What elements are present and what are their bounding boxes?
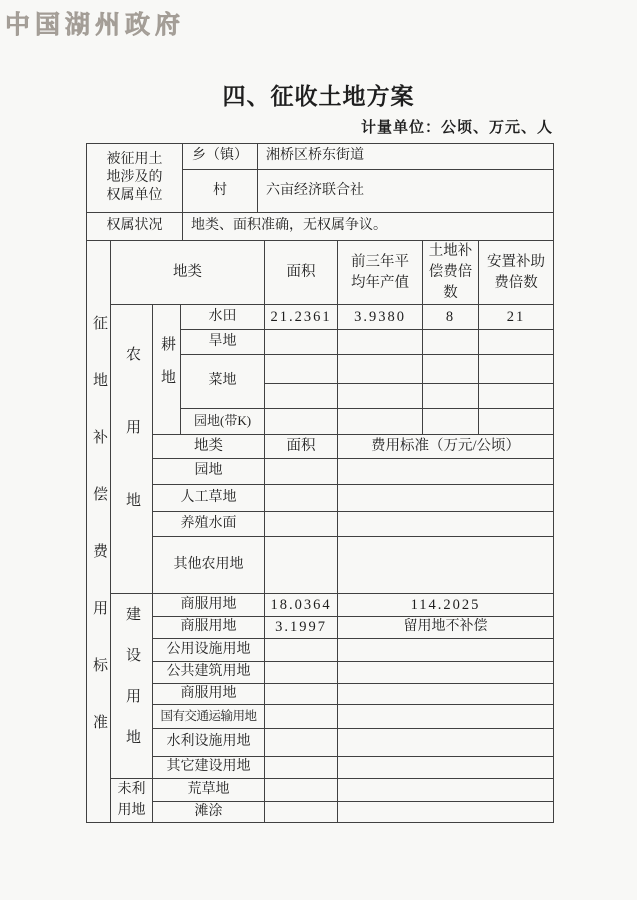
commercial-3-area — [265, 684, 338, 705]
water-conservancy-name: 水利设施用地 — [153, 729, 265, 757]
row-commercial-3 — [87, 684, 554, 705]
side-label-cell — [87, 241, 111, 823]
subheader-land-type: 地类 — [153, 435, 265, 459]
ownership-status-label: 权属状况 — [87, 213, 183, 241]
row-public-building — [87, 662, 554, 684]
water-conservancy-area — [265, 729, 338, 757]
artificial-grass-name: 人工草地 — [153, 485, 265, 512]
vegetable-area-1 — [265, 355, 338, 384]
vegetable-resettle-mult-1 — [479, 355, 554, 384]
commercial-3-name: 商服用地 — [153, 684, 265, 705]
header-land-multiplier: 土地补偿费倍数 — [423, 241, 479, 305]
ownership-group-label: 被征用土地涉及的权属单位 — [87, 144, 183, 213]
construction-label: 建设用地 — [124, 605, 140, 770]
garden-k-area — [265, 409, 338, 435]
garden-k-resettle-mult — [479, 409, 554, 435]
paddy-area: 21.2361 — [265, 305, 338, 330]
other-agricultural-area — [265, 537, 338, 594]
unused-label: 未利用地 — [117, 782, 146, 818]
tidal-flat-area — [265, 802, 338, 823]
wild-grass-name: 荒草地 — [153, 779, 265, 802]
vegetable-land-mult-1 — [423, 355, 479, 384]
commercial-2-fee: 留用地不补偿 — [338, 617, 554, 639]
township-label: 乡（镇） — [183, 144, 258, 170]
cultivated-label: 耕地 — [159, 336, 175, 403]
agricultural-label: 农用地 — [124, 346, 140, 566]
other-construction-fee — [338, 757, 554, 779]
dry-area — [265, 330, 338, 355]
garden-k-land-mult — [423, 409, 479, 435]
commercial-1-name: 商服用地 — [153, 594, 265, 617]
dry-name: 旱地 — [181, 330, 265, 355]
vegetable-area-2 — [265, 384, 338, 409]
header-avg-output: 前三年平均年产值 — [338, 241, 423, 305]
commercial-1-area: 18.0364 — [265, 594, 338, 617]
construction-label-cell — [111, 594, 153, 779]
commercial-2-area: 3.1997 — [265, 617, 338, 639]
paddy-resettle-mult: 21 — [479, 305, 554, 330]
dry-land-mult — [423, 330, 479, 355]
row-aquaculture — [87, 512, 554, 537]
paddy-land-mult: 8 — [423, 305, 479, 330]
other-construction-name: 其它建设用地 — [153, 757, 265, 779]
public-facility-name: 公用设施用地 — [153, 639, 265, 662]
row-garden — [87, 459, 554, 485]
vegetable-name: 菜地 — [181, 355, 265, 409]
row-public-facility — [87, 639, 554, 662]
ownership-status-value: 地类、面积准确，无权属争议。 — [183, 213, 554, 241]
side-label: 征地补偿费用标准 — [91, 315, 107, 772]
page-title: 四、征收土地方案 — [222, 84, 415, 109]
header-resettlement-multiplier: 安置补助费倍数 — [479, 241, 554, 305]
state-transport-fee — [338, 705, 554, 729]
public-building-area — [265, 662, 338, 684]
paddy-output: 3.9380 — [338, 305, 423, 330]
vegetable-output-1 — [338, 355, 423, 384]
tidal-flat-name: 滩涂 — [153, 802, 265, 823]
other-agricultural-fee — [338, 537, 554, 594]
village-value: 六亩经济联合社 — [258, 170, 554, 213]
state-transport-name: 国有交通运输用地 — [153, 705, 265, 729]
garden-fee — [338, 459, 554, 485]
wild-grass-area — [265, 779, 338, 802]
state-transport-area — [265, 705, 338, 729]
aquaculture-name: 养殖水面 — [153, 512, 265, 537]
paddy-name: 水田 — [181, 305, 265, 330]
garden-area — [265, 459, 338, 485]
dry-output — [338, 330, 423, 355]
commercial-2-name: 商服用地 — [153, 617, 265, 639]
row-state-transport — [87, 705, 554, 729]
row-other-agricultural — [87, 537, 554, 594]
public-facility-area — [265, 639, 338, 662]
aquaculture-fee — [338, 512, 554, 537]
ownership-table — [86, 143, 554, 241]
compensation-table — [86, 240, 554, 823]
row-water-conservancy — [87, 729, 554, 757]
row-tidal-flat — [87, 802, 554, 823]
garden-k-output — [338, 409, 423, 435]
vegetable-output-2 — [338, 384, 423, 409]
other-construction-area — [265, 757, 338, 779]
village-label: 村 — [183, 170, 258, 213]
township-value: 湘桥区桥东街道 — [258, 144, 554, 170]
garden-k-name: 园地(带K) — [181, 409, 265, 435]
row-fee-subheader — [87, 435, 554, 459]
vegetable-resettle-mult-2 — [479, 384, 554, 409]
aquaculture-area — [265, 512, 338, 537]
public-facility-fee — [338, 639, 554, 662]
government-watermark: 中国湖州政府 — [5, 12, 186, 39]
other-agricultural-name: 其他农用地 — [153, 537, 265, 594]
unused-label-cell — [111, 779, 153, 823]
cultivated-label-cell — [153, 305, 181, 435]
header-area: 面积 — [265, 241, 338, 305]
water-conservancy-fee — [338, 729, 554, 757]
row-paddy — [87, 305, 554, 330]
artificial-grass-fee — [338, 485, 554, 512]
subheader-fee-standard: 费用标准（万元/公顷） — [338, 435, 554, 459]
commercial-3-fee — [338, 684, 554, 705]
public-building-fee — [338, 662, 554, 684]
public-building-name: 公共建筑用地 — [153, 662, 265, 684]
garden-name: 园地 — [153, 459, 265, 485]
subheader-area: 面积 — [265, 435, 338, 459]
header-land-type: 地类 — [111, 241, 265, 305]
tidal-flat-fee — [338, 802, 554, 823]
row-wild-grass — [87, 779, 554, 802]
row-commercial-2 — [87, 617, 554, 639]
agricultural-label-cell — [111, 305, 153, 594]
measure-unit-note: 计量单位：公顷、万元、人 — [360, 120, 553, 136]
dry-resettle-mult — [479, 330, 554, 355]
row-commercial-1 — [87, 594, 554, 617]
row-other-construction — [87, 757, 554, 779]
row-artificial-grass — [87, 485, 554, 512]
commercial-1-fee: 114.2025 — [338, 594, 554, 617]
wild-grass-fee — [338, 779, 554, 802]
artificial-grass-area — [265, 485, 338, 512]
vegetable-land-mult-2 — [423, 384, 479, 409]
